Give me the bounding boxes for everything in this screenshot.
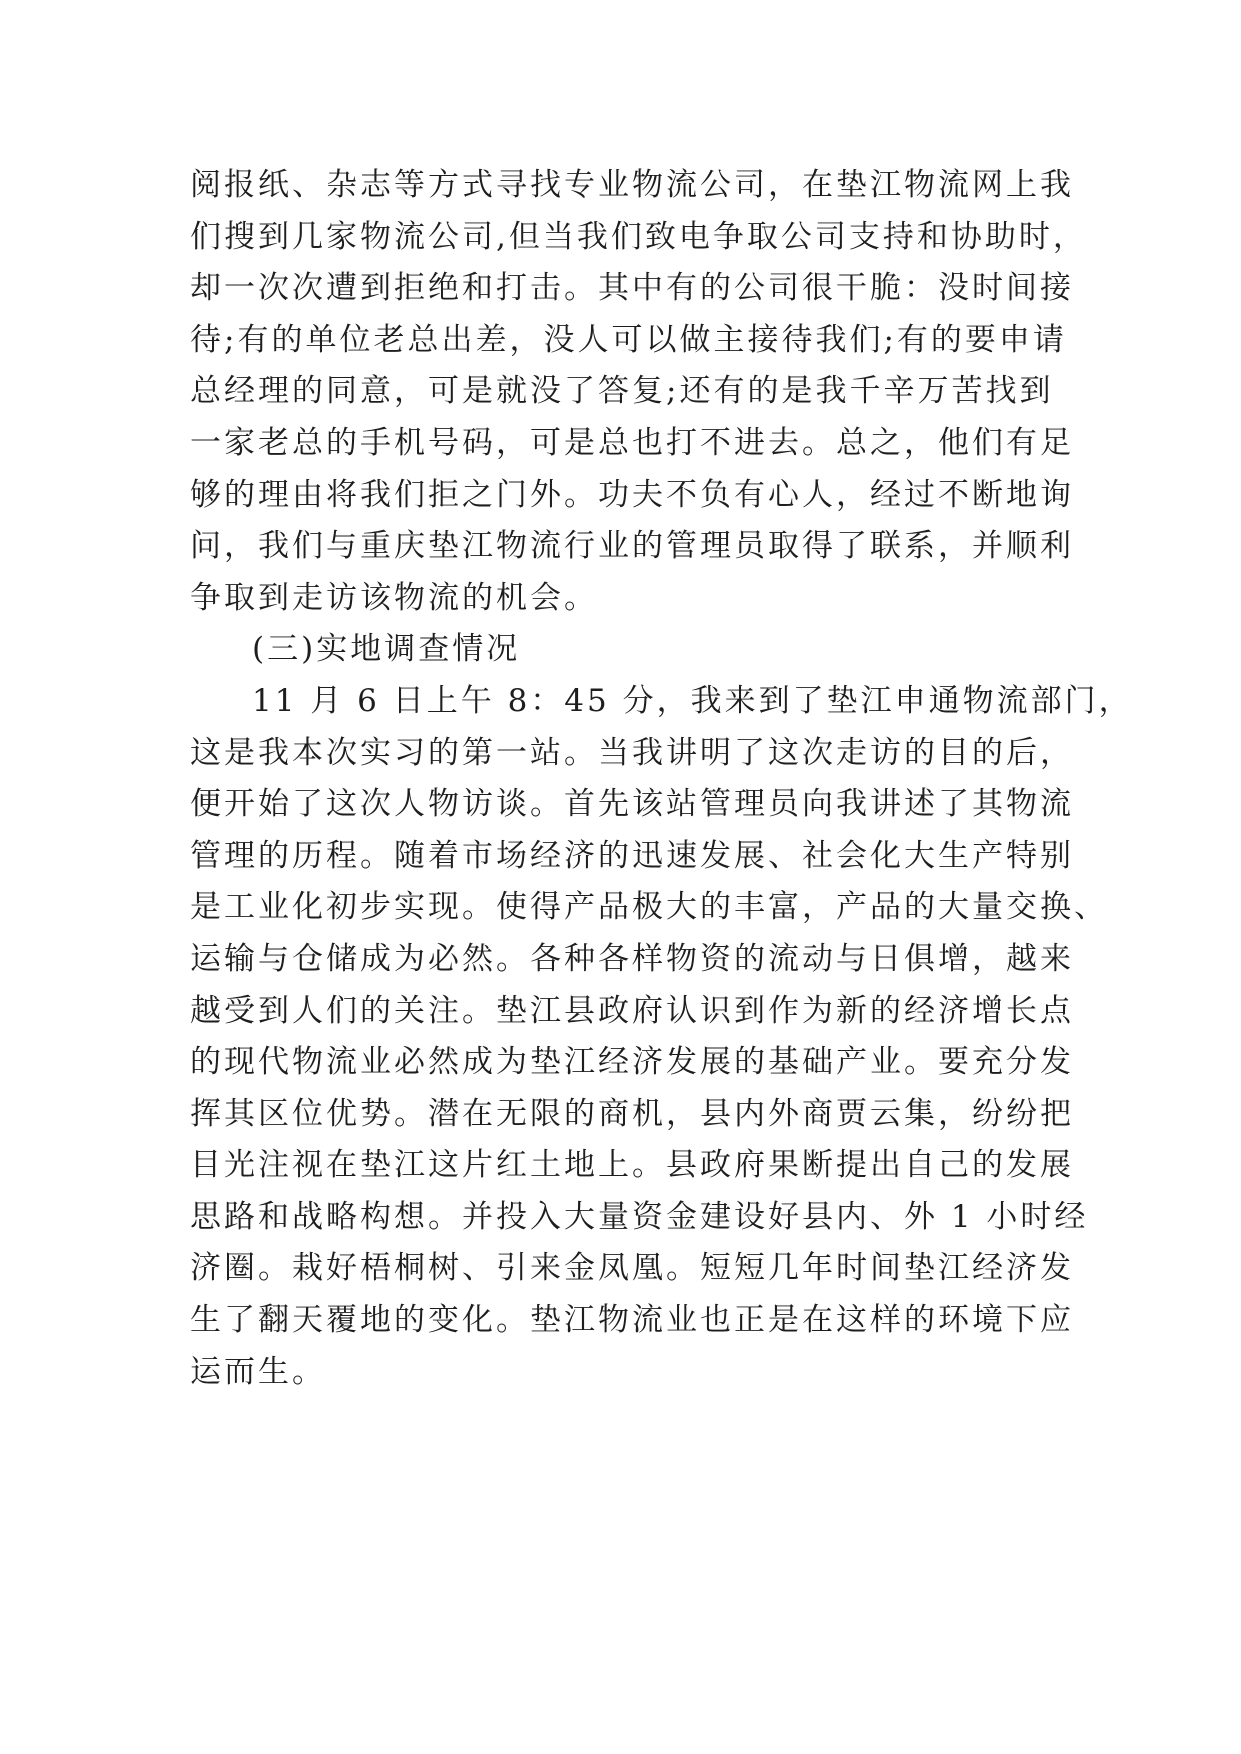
paragraph-line-11: 思路和战略构想。并投入大量资金建设好县内、外 1 小时经 xyxy=(190,1198,1089,1235)
section-heading: (三)实地调查情况 xyxy=(252,631,521,668)
paragraph-line-4: 管理的历程。随着市场经济的迅速发展、社会化大生产特别 xyxy=(190,837,1074,874)
paragraph-line-1: 11 月 6 日上午 8：45 分，我来到了垫江申通物流部门， xyxy=(252,682,1133,719)
paragraph-line-7: 越受到人们的关注。垫江县政府认识到作为新的经济增长点 xyxy=(190,992,1074,1029)
body-line-7: 够的理由将我们拒之门外。功夫不负有心人，经过不断地询 xyxy=(190,476,1074,513)
body-line-2: 们搜到几家物流公司,但当我们致电争取公司支持和协助时， xyxy=(190,218,1087,255)
paragraph-line-2: 这是我本次实习的第一站。当我讲明了这次走访的目的后， xyxy=(190,734,1074,771)
body-line-3: 却一次次遭到拒绝和打击。其中有的公司很干脆：没时间接 xyxy=(190,270,1074,307)
body-line-4: 待;有的单位老总出差，没人可以做主接待我们;有的要申请 xyxy=(190,321,1067,358)
paragraph-line-10: 目光注视在垫江这片红土地上。县政府果断提出自己的发展 xyxy=(190,1147,1074,1184)
body-line-9: 争取到走访该物流的机会。 xyxy=(190,579,598,616)
paragraph-line-3: 便开始了这次人物访谈。首先该站管理员向我讲述了其物流 xyxy=(190,786,1074,823)
body-line-5: 总经理的同意，可是就没了答复;还有的是我千辛万苦找到 xyxy=(190,373,1054,410)
paragraph-line-9: 挥其区位优势。潜在无限的商机，县内外商贾云集，纷纷把 xyxy=(190,1095,1074,1132)
document-body xyxy=(190,160,1133,1398)
paragraph-line-6: 运输与仓储成为必然。各种各样物资的流动与日俱增，越来 xyxy=(190,940,1074,977)
paragraph-line-14: 运而生。 xyxy=(190,1353,326,1390)
paragraph-line-5: 是工业化初步实现。使得产品极大的丰富，产品的大量交换、 xyxy=(190,889,1108,926)
paragraph-line-12: 济圈。栽好梧桐树、引来金凤凰。短短几年时间垫江经济发 xyxy=(190,1250,1074,1287)
paragraph-line-13: 生了翻天覆地的变化。垫江物流业也正是在这样的环境下应 xyxy=(190,1302,1074,1339)
body-line-1: 阅报纸、杂志等方式寻找专业物流公司，在垫江物流网上我 xyxy=(190,167,1074,203)
paragraph-line-8: 的现代物流业必然成为垫江经济发展的基础产业。要充分发 xyxy=(190,1044,1074,1081)
body-line-8: 问，我们与重庆垫江物流行业的管理员取得了联系，并顺利 xyxy=(190,528,1074,565)
body-line-6: 一家老总的手机号码，可是总也打不进去。总之，他们有足 xyxy=(190,424,1074,461)
